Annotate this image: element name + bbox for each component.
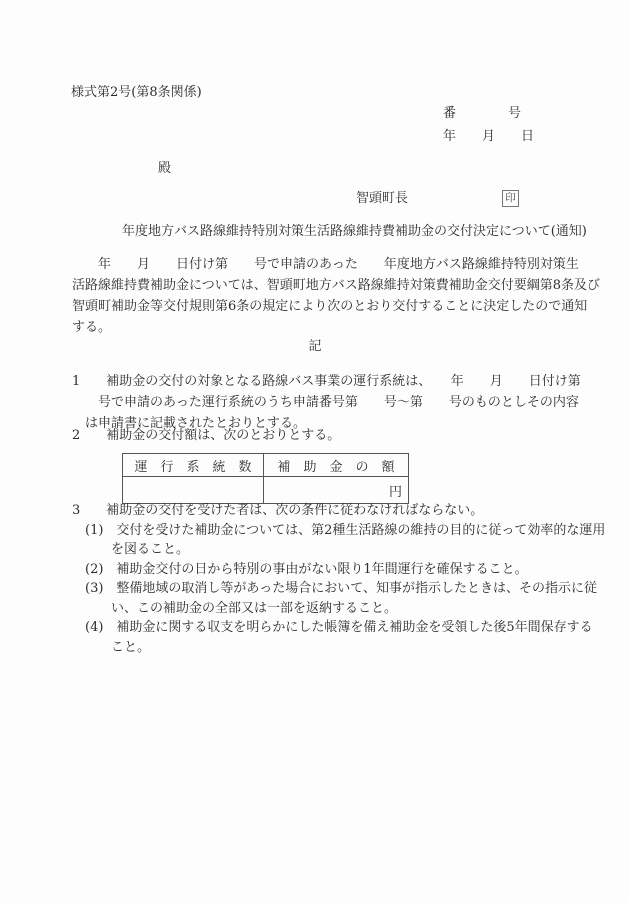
- item-1-line: 号で申請のあった運行系統のうち申請番号第 号～第 号のものとしその内容: [72, 395, 579, 410]
- item-3-subitem-2-line: (2) 補助金交付の日から特別の事由がない限り1年間運行を確保すること。: [72, 561, 528, 577]
- item-3-subitem-1-line: (1) 交付を受けた補助金については、第2種生活路線の維持の目的に従って効率的な運用: [72, 522, 606, 538]
- record-marker: 記: [308, 339, 322, 354]
- sender-title: 智頭町長: [356, 191, 409, 206]
- grant-amount-table: [122, 453, 409, 504]
- item-1-line: 1 補助金の交付の対象となる路線バス事業の運行系統は、 年 月 日付け第: [72, 374, 581, 389]
- item-3-subitem-3-line: い、この補助金の全部又は一部を返納すること。: [72, 600, 398, 616]
- table-header-systems: 運 行 系 統 数: [123, 454, 264, 477]
- table-header-row: [123, 454, 409, 477]
- item-3-subitem-3-line: (3) 整備地域の取消し等があった場合において、知事が指示したときは、その指示に従: [72, 581, 598, 596]
- addressee-honorific: 殿: [158, 161, 172, 176]
- preamble-paragraph: [72, 254, 600, 338]
- doc-date-line: 年 月 日: [443, 129, 535, 144]
- preamble-line: 年 月 日付け第 号で申請のあった 年度地方バス路線維持特別対策生: [72, 257, 579, 272]
- item-3-subitem-4-line: (4) 補助金に関する収支を明らかにした帳簿を備え補助金を受領した後5年間保存する: [72, 620, 593, 635]
- item-3-subitem-4-line: こと。: [72, 639, 151, 655]
- item-3-heading: 3 補助金の交付を受けた者は、次の条件に従わなければならない。: [72, 503, 484, 518]
- item-3-subitem-1-line: を図ること。: [72, 542, 190, 557]
- preamble-line: 活路線維持費補助金については、智頭町地方バス路線維持対策費補助金交付要綱第8条及び: [72, 278, 601, 293]
- doc-number-line: 番 号: [443, 106, 522, 121]
- table-cell-systems: [123, 477, 264, 504]
- item-2: 2 補助金の交付額は、次のとおりとする。: [72, 428, 341, 443]
- seal-mark-icon: 印: [502, 190, 519, 207]
- table-header-amount: 補 助 金 の 額: [264, 454, 409, 477]
- document-title: 年度地方バス路線維持特別対策生活路線維持費補助金の交付決定について(通知): [122, 224, 587, 239]
- item-3: [72, 501, 605, 657]
- form-label: 様式第2号(第8条関係): [71, 85, 202, 100]
- table-cell-amount: 円: [264, 477, 409, 504]
- item-1-line: は申請書に記載されたとおりとする。: [72, 416, 307, 431]
- preamble-line: する。: [72, 320, 112, 335]
- table-row: [123, 477, 409, 504]
- preamble-line: 智頭町補助金等交付規則第6条の規定により次のとおり交付することに決定したので通知: [72, 299, 588, 314]
